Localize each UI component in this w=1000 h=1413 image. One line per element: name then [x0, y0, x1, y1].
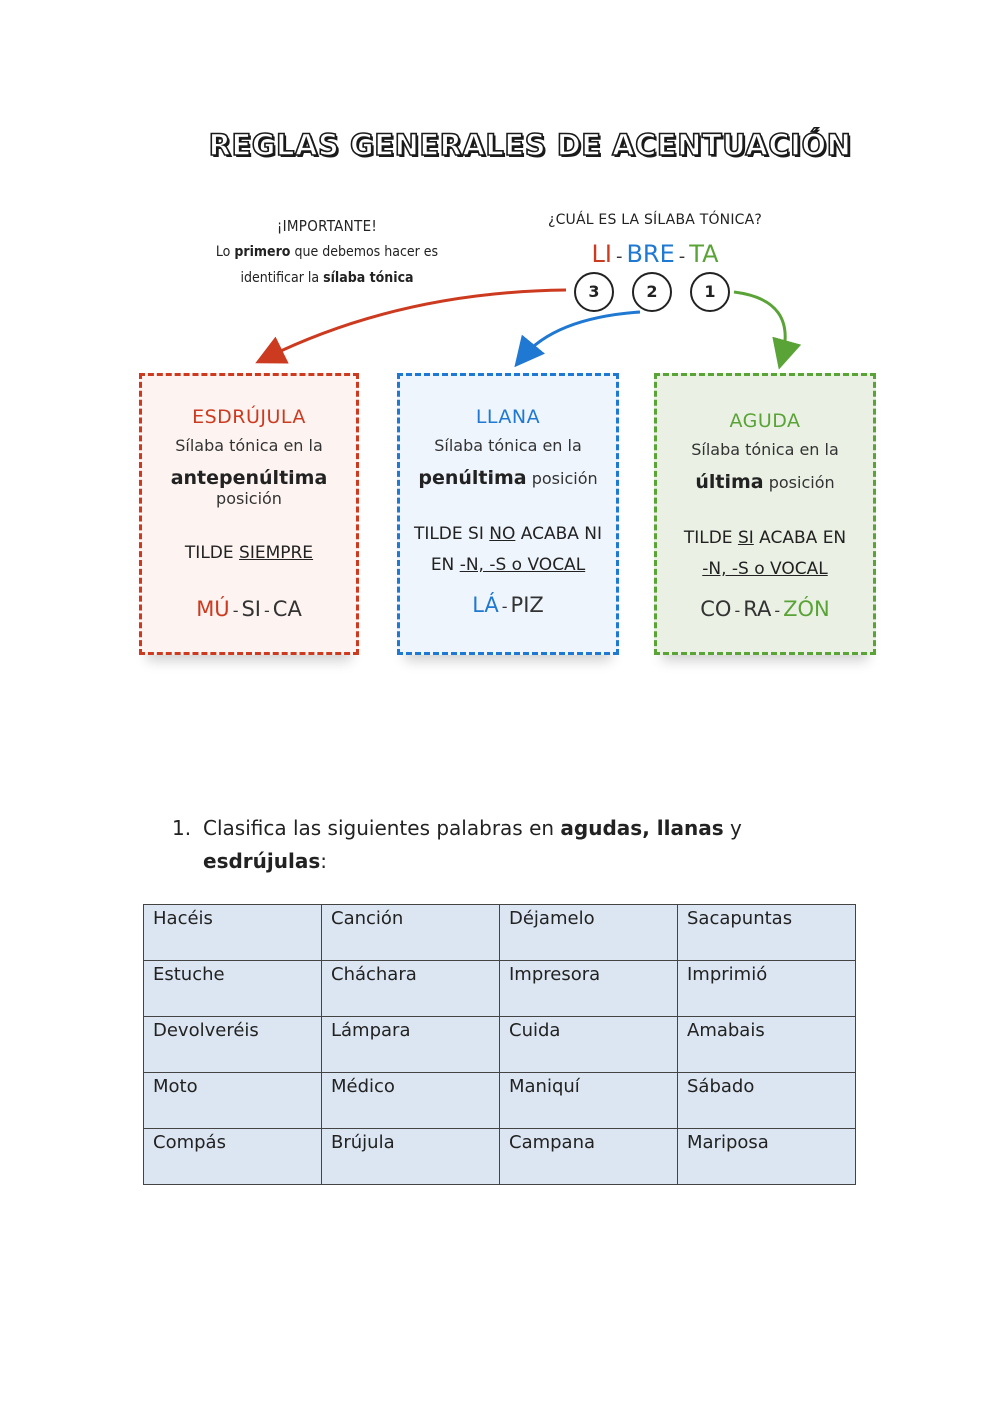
card-esdrujula-position: antepenúltima posición	[170, 467, 328, 508]
table-cell: Imprimió	[678, 961, 856, 1017]
table-cell: Hacéis	[144, 905, 322, 961]
syllable-bre: BRE	[626, 240, 675, 268]
arrow-to-esdrujula	[266, 290, 566, 358]
card-llana	[397, 373, 619, 655]
arrow-to-aguda	[734, 292, 785, 358]
card-aguda-desc: Sílaba tónica en la	[691, 440, 839, 459]
syllable-li: LI	[591, 240, 612, 268]
page-title: REGLAS GENERALES DE ACENTUACIÓN	[208, 128, 852, 162]
syllable-ta: TA	[689, 240, 719, 268]
words-table	[143, 904, 856, 1185]
table-row	[144, 905, 856, 961]
table-row	[144, 1129, 856, 1185]
table-cell: Cuida	[500, 1017, 678, 1073]
card-llana-rule: TILDE SI NO ACABA NI EN -N, -S o VOCAL	[413, 524, 603, 575]
tonic-question: ¿CUÁL ES LA SÍLABA TÓNICA?	[547, 212, 763, 228]
card-aguda-title: AGUDA	[729, 410, 801, 432]
table-cell: Cháchara	[322, 961, 500, 1017]
table-cell: Brújula	[322, 1129, 500, 1185]
card-llana-desc: Sílaba tónica en la	[434, 436, 582, 455]
exercise-number: 1.	[172, 816, 192, 840]
card-aguda-example: CO - RA - ZÓN	[700, 597, 830, 621]
card-esdrujula-rule: TILDE SIEMPRE	[184, 543, 314, 563]
card-llana-example: LÁ - PIZ	[472, 593, 544, 617]
card-esdrujula-desc: Sílaba tónica en la	[175, 436, 323, 455]
table-cell: Déjamelo	[500, 905, 678, 961]
important-line-1: Lo primero que debemos hacer es	[215, 244, 439, 260]
table-cell: Moto	[144, 1073, 322, 1129]
card-esdrujula-example: MÚ - SI - CA	[196, 597, 302, 621]
table-cell: Mariposa	[678, 1129, 856, 1185]
table-cell: Maniquí	[500, 1073, 678, 1129]
card-esdrujula-title: ESDRÚJULA	[192, 406, 306, 428]
table-cell: Lámpara	[322, 1017, 500, 1073]
example-word-libreta: LI - BRE - TA	[591, 240, 719, 268]
table-cell: Impresora	[500, 961, 678, 1017]
card-esdrujula	[139, 373, 359, 655]
important-line-2: identificar la sílaba tónica	[240, 270, 414, 286]
table-row	[144, 961, 856, 1017]
table-cell: Médico	[322, 1073, 500, 1129]
card-llana-title: LLANA	[475, 406, 541, 428]
position-2-circle: 2	[632, 272, 672, 312]
arrow-to-llana	[522, 312, 640, 358]
table-cell: Campana	[500, 1129, 678, 1185]
important-heading: ¡IMPORTANTE!	[276, 217, 378, 235]
table-cell: Amabais	[678, 1017, 856, 1073]
table-cell: Compás	[144, 1129, 322, 1185]
table-row	[144, 1073, 856, 1129]
position-3-circle: 3	[574, 272, 614, 312]
table-row	[144, 1017, 856, 1073]
card-llana-position: penúltima posición	[418, 467, 598, 489]
card-aguda	[654, 373, 876, 655]
arrows	[0, 0, 1000, 420]
table-cell: Estuche	[144, 961, 322, 1017]
position-1-circle: 1	[690, 272, 730, 312]
card-aguda-rule: TILDE SI ACABA EN -N, -S o VOCAL	[683, 528, 847, 579]
table-cell: Devolveréis	[144, 1017, 322, 1073]
card-aguda-position: última posición	[695, 471, 835, 493]
table-cell: Sábado	[678, 1073, 856, 1129]
table-cell: Canción	[322, 905, 500, 961]
table-cell: Sacapuntas	[678, 905, 856, 961]
exercise-instruction: 1. Clasifica las siguientes palabras en agudas, llanas y esdrújulas:	[172, 812, 812, 878]
